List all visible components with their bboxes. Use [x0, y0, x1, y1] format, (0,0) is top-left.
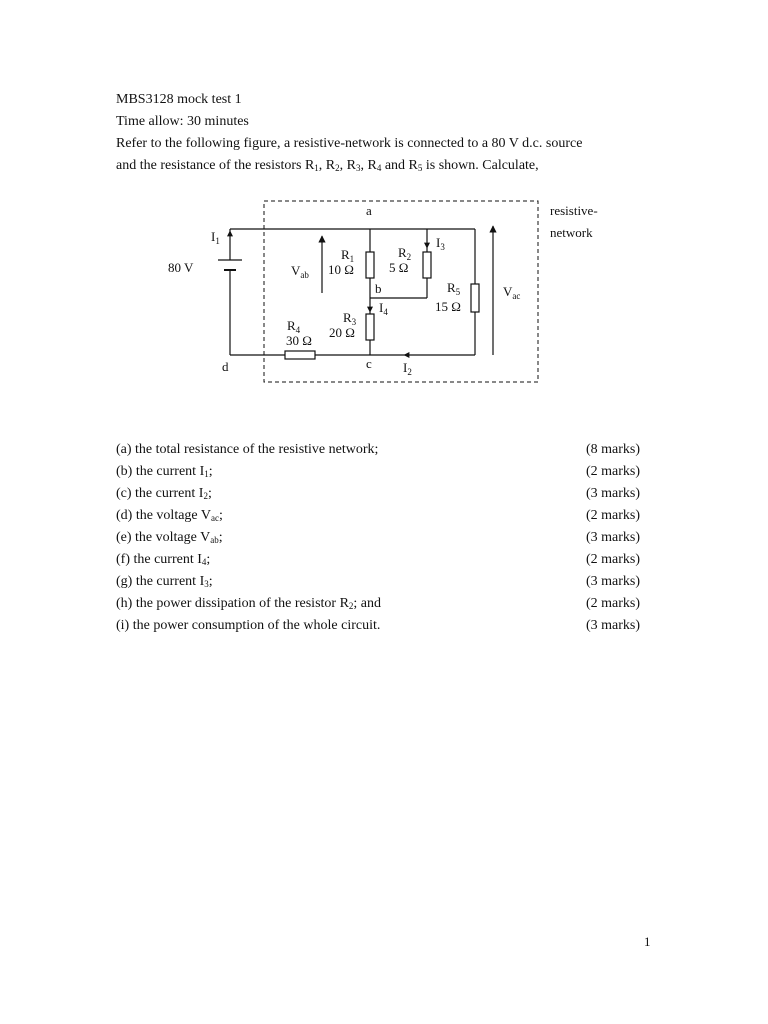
i4-label: $I_4$ — [379, 300, 388, 317]
intro-line-2 — [116, 157, 539, 175]
question-text — [116, 529, 223, 547]
intro-subscript: 5 — [417, 163, 423, 173]
r2-label: $R_2$ — [398, 245, 412, 262]
question-text — [116, 485, 212, 503]
question-text-part: ; — [219, 508, 223, 523]
resistor-r2 — [423, 252, 431, 278]
question-subscript: 2 — [348, 601, 354, 611]
r4-value: 30 Ω — [286, 333, 312, 348]
time-allowance: Time allow: 30 minutes — [116, 114, 249, 129]
question-subscript: 1 — [204, 469, 209, 479]
question-text-part: (c) the current I — [116, 486, 204, 501]
r3-value: 20 Ω — [329, 325, 355, 340]
intro-line-1: Refer to the following figure, a resistive-network is connected to a 80 V d.c. source — [116, 136, 583, 151]
question-text-part: (d) the voltage V — [116, 508, 211, 523]
question-marks: (2 marks) — [585, 508, 640, 523]
i3-label: $I_3$ — [436, 235, 445, 252]
question-marks: (3 marks) — [585, 574, 640, 589]
intro-subscript: 4 — [376, 163, 382, 173]
r2-value: 5 Ω — [389, 260, 409, 275]
node-b-label: b — [375, 281, 382, 296]
network-label-line-1: resistive- — [550, 203, 598, 218]
r5-label: $R_5$ — [447, 280, 461, 297]
question-text-part: (b) the current I — [116, 464, 205, 479]
intro-subscript: 3 — [355, 163, 361, 173]
question-marks: (8 marks) — [585, 442, 640, 457]
question-text-part: ; — [206, 552, 211, 567]
question-text-part: ; — [208, 464, 213, 479]
intro-text-part: , R — [360, 158, 377, 173]
question-text-part: (h) the power dissipation of the resistor R — [116, 596, 349, 611]
question-text-part: ; — [207, 486, 212, 501]
question-text-part: (i) the power consumption of the whole circuit. — [116, 618, 381, 633]
question-subscript: 2 — [203, 491, 208, 501]
question-text — [116, 463, 213, 481]
question-marks: (2 marks) — [585, 552, 640, 567]
page-number: 1 — [644, 934, 651, 949]
r3-label: $R_3$ — [343, 310, 357, 327]
question-marks: (2 marks) — [585, 464, 640, 479]
resistor-r4 — [285, 351, 315, 359]
i2-label: $I_2$ — [403, 360, 412, 377]
intro-text-part: is shown. Calculate, — [422, 158, 539, 173]
r1-label: $R_1$ — [341, 247, 355, 264]
resistor-r1 — [366, 252, 374, 278]
vac-label: $V_{ac}$ — [503, 284, 521, 301]
question-marks: (3 marks) — [585, 486, 640, 501]
intro-text-part: , R — [339, 158, 356, 173]
r4-label: $R_4$ — [287, 318, 301, 335]
question-text — [116, 551, 210, 569]
question-text-part: (f) the current I — [116, 552, 202, 567]
question-text-part: ; and — [353, 596, 382, 611]
resistor-r3 — [366, 314, 374, 340]
question-text — [116, 441, 378, 459]
question-text — [116, 573, 213, 591]
node-d-label: d — [222, 359, 229, 374]
document-title: MBS3128 mock test 1 — [116, 92, 242, 107]
intro-text-part: and R — [381, 158, 418, 173]
vab-label: $V_{ab}$ — [291, 263, 309, 280]
question-text — [116, 595, 381, 613]
resistor-r5 — [471, 284, 479, 312]
question-marks: (3 marks) — [585, 530, 640, 545]
question-text — [116, 507, 223, 525]
i1-label: $I_1$ — [211, 229, 220, 246]
question-subscript: ab — [210, 535, 219, 545]
network-label-line-2: network — [550, 225, 593, 240]
question-marks: (2 marks) — [585, 596, 640, 611]
question-marks: (3 marks) — [585, 618, 640, 633]
intro-text-part: , R — [318, 158, 336, 173]
question-text — [116, 617, 380, 635]
node-c-label: c — [366, 356, 372, 371]
r5-value: 15 Ω — [435, 299, 461, 314]
question-subscript: ac — [211, 513, 219, 523]
question-text-part: (e) the voltage V — [116, 530, 211, 545]
question-text-part: ; — [208, 574, 213, 589]
circuit-diagram — [150, 190, 630, 390]
question-text-part: (a) the total resistance of the resistive network; — [116, 442, 379, 457]
r1-value: 10 Ω — [328, 262, 354, 277]
question-text-part: ; — [218, 530, 223, 545]
node-a-label: a — [366, 203, 372, 218]
intro-subscript: 1 — [314, 163, 319, 173]
source-label: 80 V — [168, 260, 194, 275]
question-text-part: (g) the current I — [116, 574, 205, 589]
question-subscript: 4 — [201, 557, 207, 567]
intro-text-part: and the resistance of the resistors R — [116, 158, 315, 173]
question-subscript: 3 — [204, 579, 209, 589]
intro-subscript: 2 — [335, 163, 340, 173]
